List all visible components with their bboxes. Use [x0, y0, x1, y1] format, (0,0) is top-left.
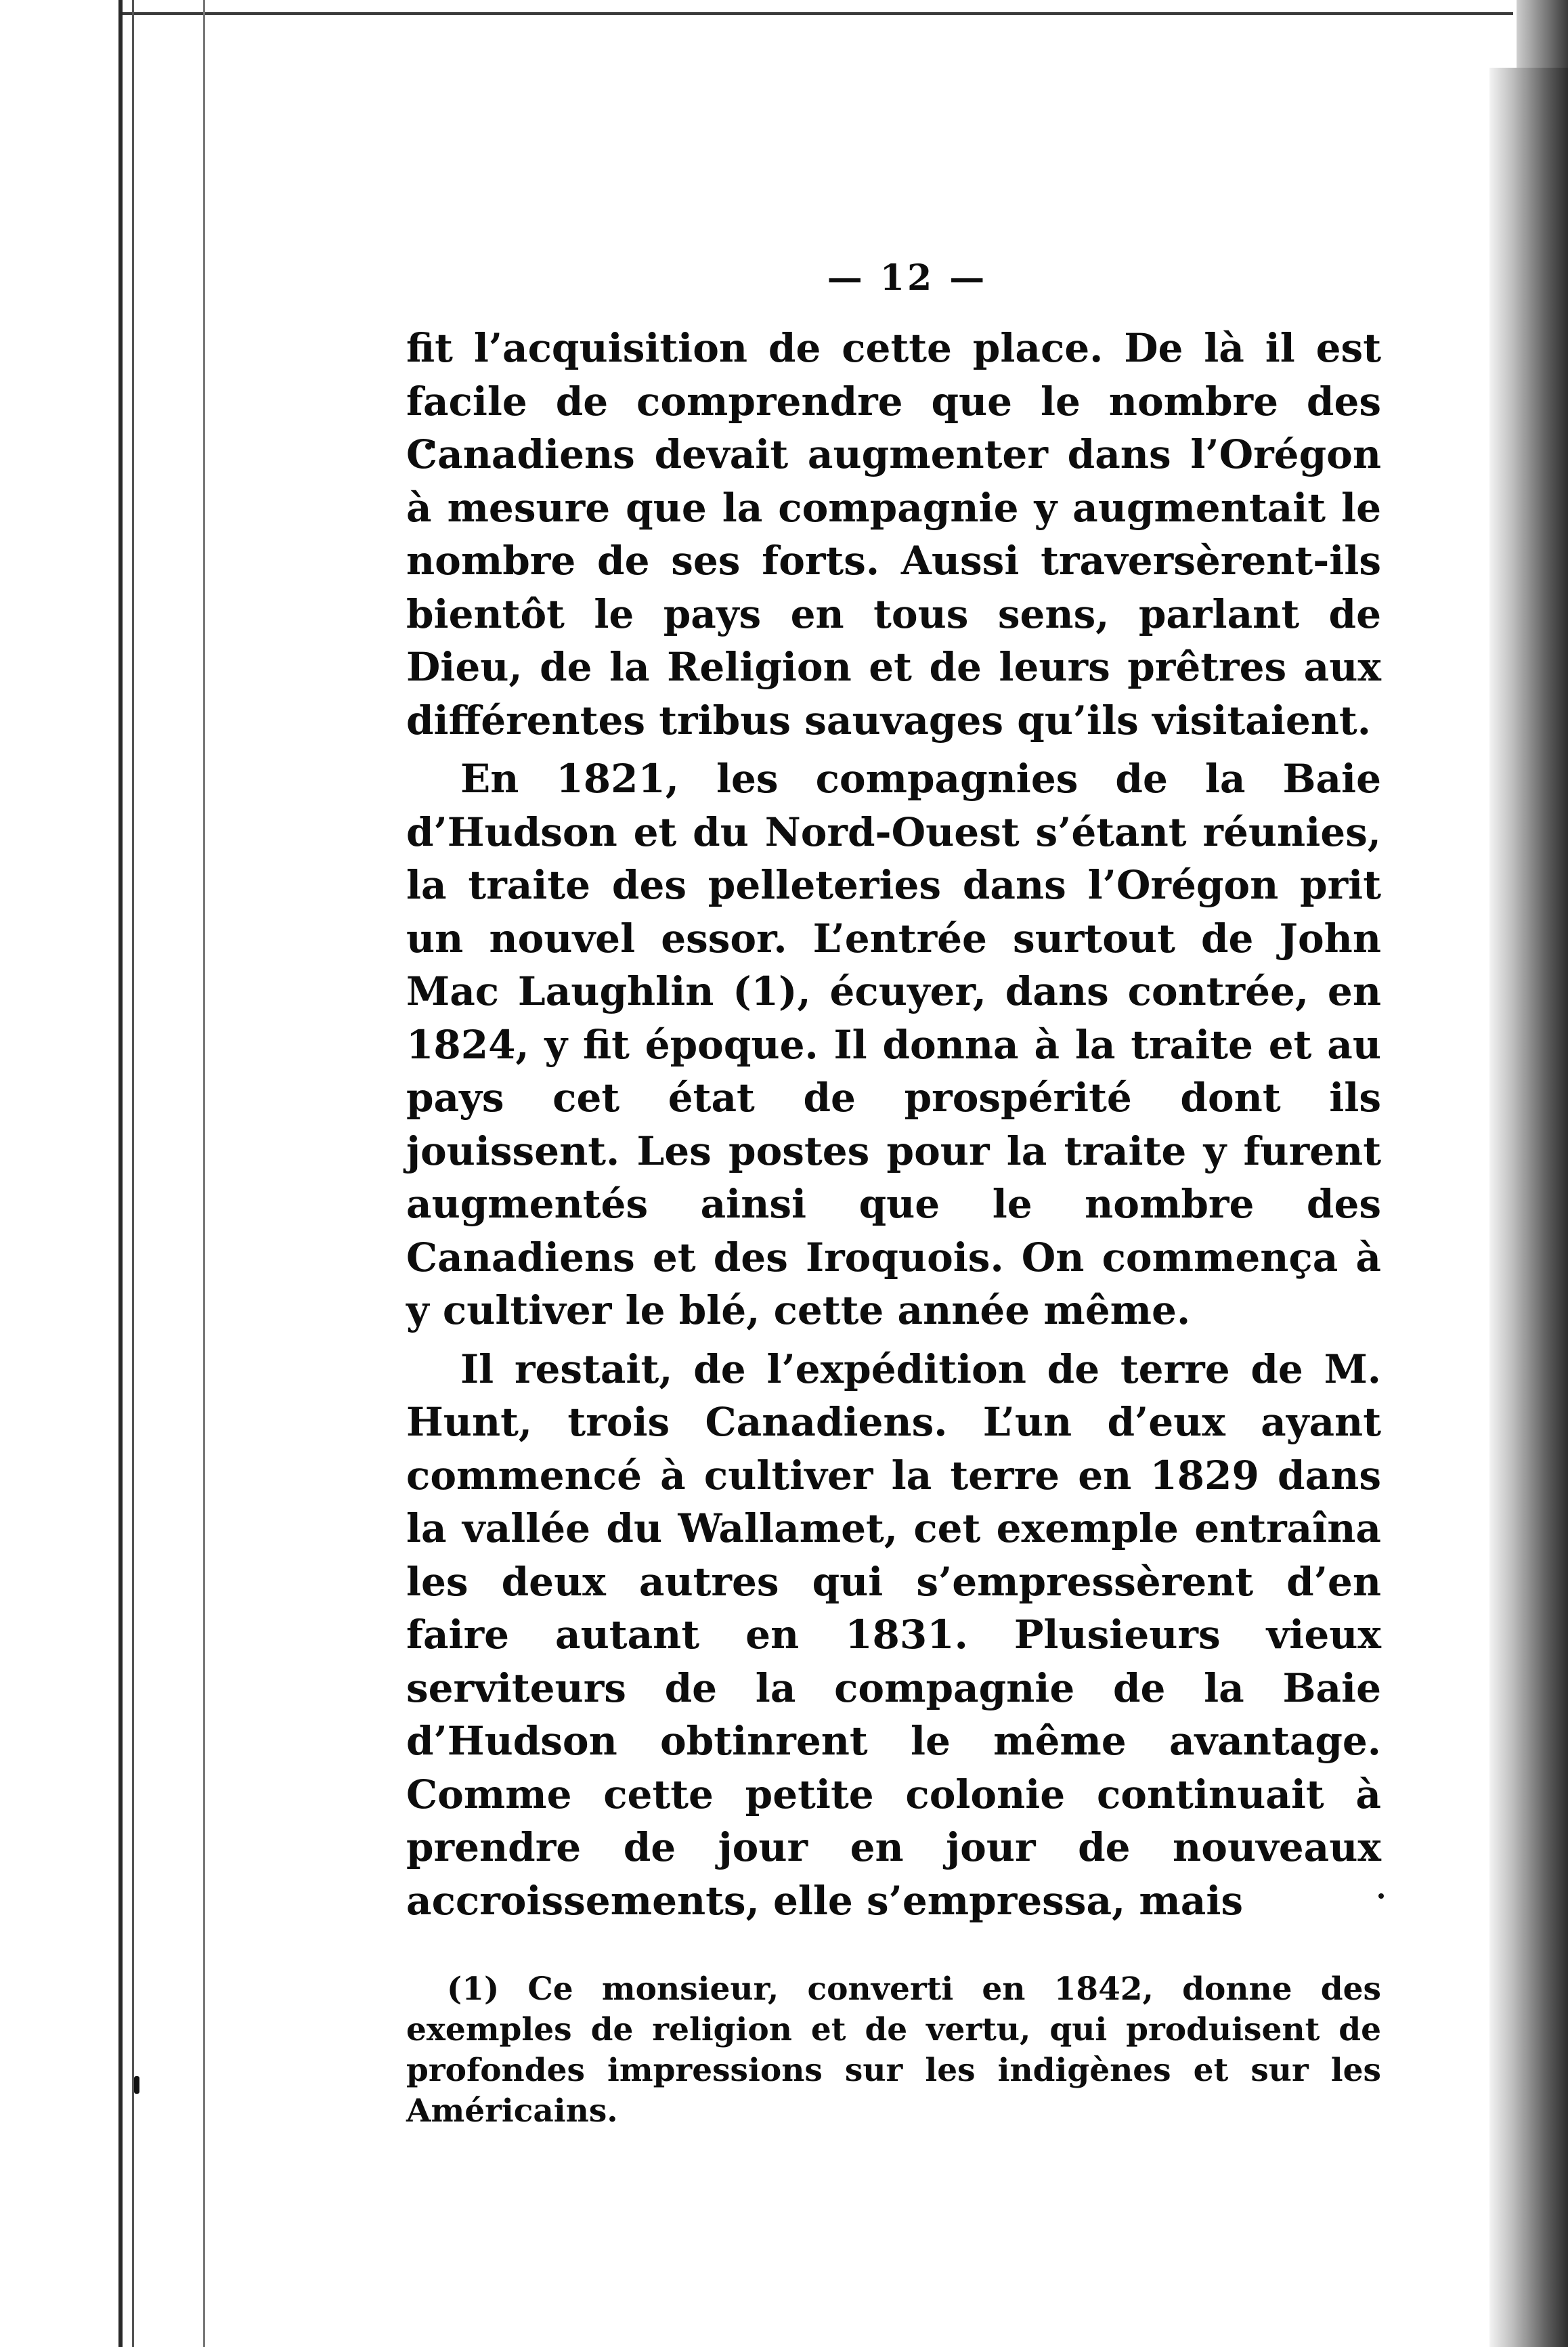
page-corner-shadow: [1517, 0, 1568, 74]
paragraph: Il restait, de l’expédition de terre de M. Hunt, trois Canadiens. L’un d’eux ayant commencé à cultiver la terre en 1829 dans la vallée du Wallamet, cet exemple entraîna les deux autres qui s’empressèrent d’en faire autant en 1831. Plusieurs vieux serviteurs de la compagnie de la Baie d’Hudson obtinrent le même avantage. Comme cette petite colonie continuait à prendre de jour en jour de nouveaux accroissements, elle s’empressa, mais: [406, 1345, 1381, 1924]
footnote: (1) Ce monsieur, converti en 1842, donne des exemples de religion et de vertu, qui produisent de profondes impressions sur les indigènes et sur les Américains.: [406, 1971, 1381, 2130]
binding-edge-inner: [132, 0, 134, 2347]
text-block: [406, 257, 1381, 2163]
page-number: — 12 —: [827, 257, 988, 299]
paragraph: En 1821, les compagnies de la Baie d’Hudson et du Nord-Ouest s’étant réunies, la traite des pelleteries dans l’Orégon prit un nouvel essor. L’entrée surtout de John Mac Laughlin (1), écuyer, dans contrée, en 1824, y fit époque. Il donna à la traite et au pays cet état de prospérité dont ils jouissent. Les postes pour la traite y furent augmentés ainsi que le nombre des Canadiens et des Iroquois. On commença à y cultiver le blé, cette année même.: [406, 756, 1381, 1333]
paragraph: fit l’acquisition de cette place. De là il est facile de comprendre que le nombre des Canadiens devait augmenter dans l’Orégon à mesure que la compagnie y augmentait le nombre de ses forts. Aussi traversèrent-ils bientôt le pays en tous sens, parlant de Dieu, de la Religion et de leurs prêtres aux différentes tribus sauvages qu’ils visitaient.: [406, 325, 1381, 744]
binding-edge: [118, 0, 123, 2347]
page-margin-line: [203, 0, 205, 2347]
scan-top-edge: [118, 12, 1513, 15]
page-edge-shadow: [1489, 68, 1568, 2347]
ink-speck: [134, 2076, 139, 2094]
